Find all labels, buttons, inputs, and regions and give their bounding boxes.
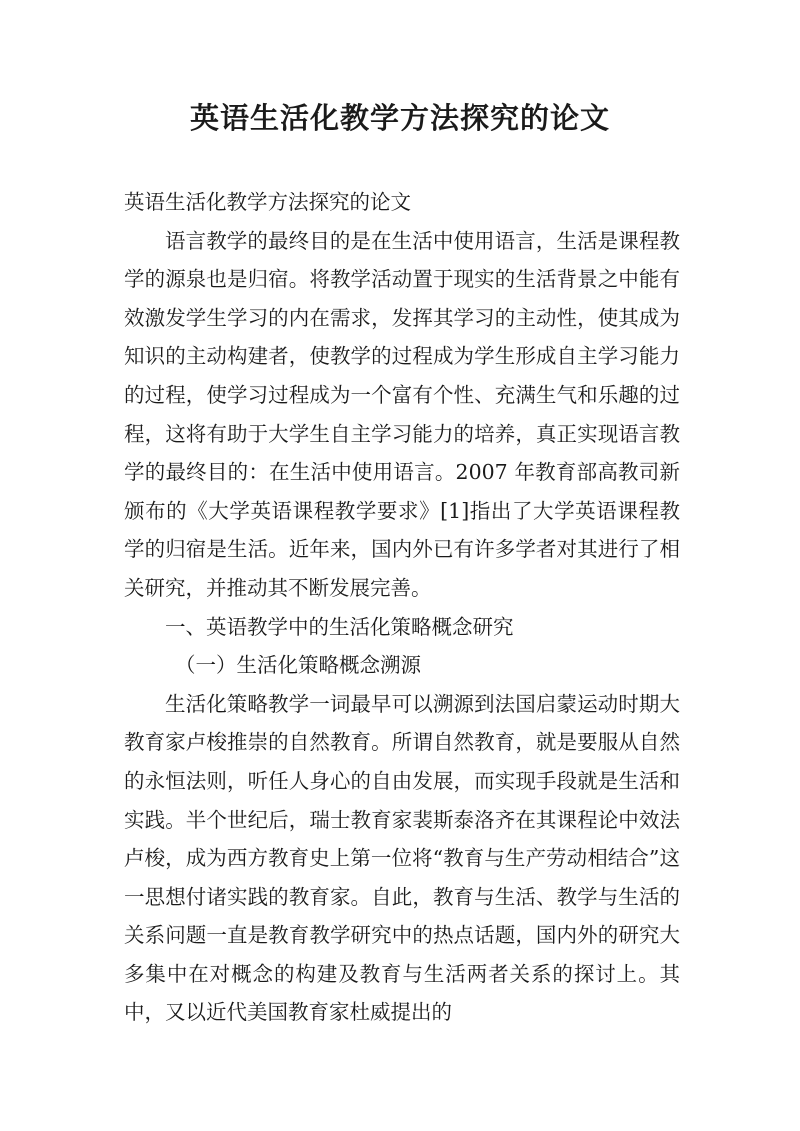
intro-paragraph: 语言教学的最终目的是在生活中使用语言，生活是课程教学的源泉也是归宿。将教学活动置于现实的生活背景之中能有效激发学生学习的内在需求，发挥其学习的主动性，使其成为知识的主动构建者，使教学的过程成为学生形成自主学习能力的过程，使学习过程成为一个富有个性、充满生气和乐趣的过程，这将有助于大学生自主学习能力的培养，真正实现语言教学的最终目的：在生活中使用语言。2007 年教育部高教司新颁布的《大学英语课程教学要求》[1]指出了大学英语课程教学的归宿是生活。近年来，国内外已有许多学者对其进行了相关研究，并推动其不断发展完善。 [124,228,680,600]
subtitle-paragraph: 英语生活化教学方法探究的论文 [124,190,411,214]
section-heading: 一、英语教学中的生活化策略概念研究 [165,614,514,639]
document-title: 英语生活化教学方法探究的论文 [189,101,610,135]
subsection-heading: （一）生活化策略概念溯源 [175,653,421,678]
body-paragraph: 生活化策略教学一词最早可以溯源到法国启蒙运动时期大教育家卢梭推崇的自然教育。所谓自然教育，就是要服从自然的永恒法则，听任人身心的自由发展，而实现手段就是生活和实践。半个世纪后，瑞士教育家裴斯泰洛齐在其课程论中效法卢梭，成为西方教育史上第一位将“教育与生产劳动相结合”这一思想付诸实践的教育家。自此，教育与生活、教学与生活的关系问题一直是教育教学研究中的热点话题，国内外的研究大多集中在对概念的构建及教育与生活两者关系的探讨上。其中，又以近代美国教育家杜威提出的 [124,691,680,1025]
document-body [124,183,680,1032]
